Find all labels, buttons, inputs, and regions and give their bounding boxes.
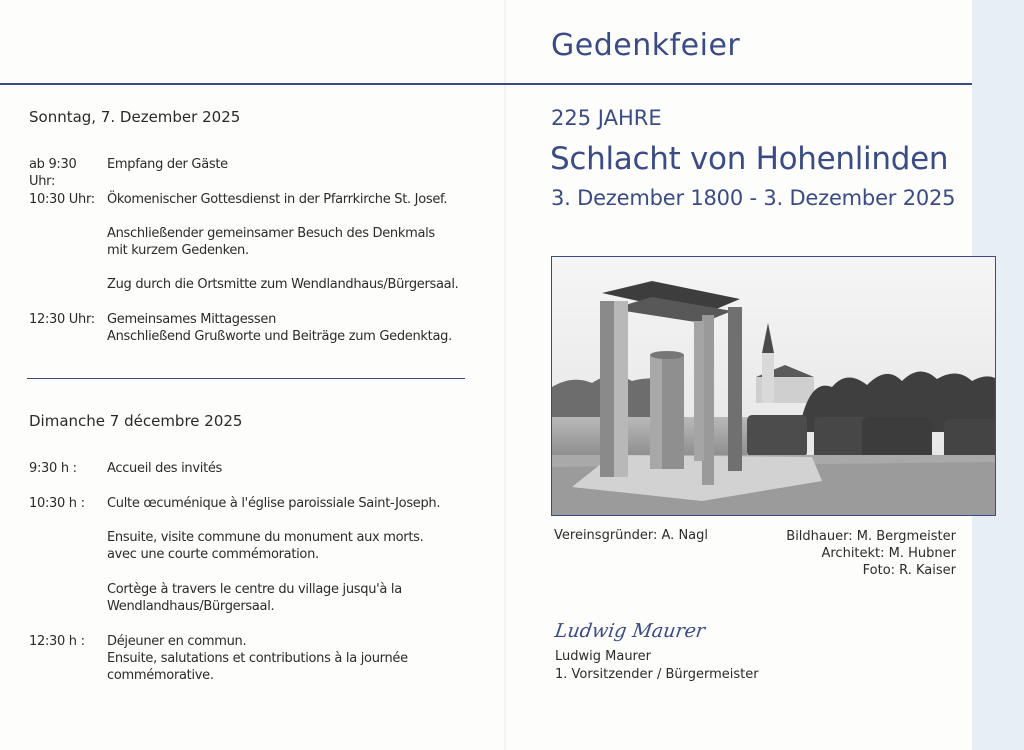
french-time: 10:30 h : bbox=[29, 496, 85, 511]
german-text: Anschließend Grußworte und Beiträge zum Gedenktag. bbox=[107, 329, 452, 344]
german-text: Gemeinsames Mittagessen bbox=[107, 312, 277, 327]
french-time: 12:30 h : bbox=[29, 634, 85, 649]
french-date: Dimanche 7 décembre 2025 bbox=[29, 412, 243, 430]
credit-architect: Architekt: M. Hubner bbox=[821, 546, 956, 561]
signer-role: 1. Vorsitzender / Bürgermeister bbox=[555, 667, 759, 682]
german-text: mit kurzem Gedenken. bbox=[107, 243, 249, 258]
french-text: Wendlandhaus/Bürgersaal. bbox=[107, 599, 275, 614]
french-text: avec une courte commémoration. bbox=[107, 547, 319, 562]
signature: Ludwig Maurer bbox=[553, 620, 707, 642]
german-text: Zug durch die Ortsmitte zum Wendlandhaus/Bürgersaal. bbox=[107, 277, 459, 292]
fold-line bbox=[504, 0, 506, 750]
german-time: ab 9:30 Uhr: bbox=[29, 157, 77, 189]
french-text: commémorative. bbox=[107, 668, 214, 683]
credit-photo: Foto: R. Kaiser bbox=[862, 563, 956, 578]
french-text: Cortège à travers le centre du village jusqu'à la bbox=[107, 582, 402, 597]
french-text: Ensuite, salutations et contributions à la journée bbox=[107, 651, 408, 666]
german-time: 10:30 Uhr: bbox=[29, 192, 95, 207]
german-text: Anschließender gemeinsamer Besuch des Denkmals bbox=[107, 226, 435, 241]
french-text: Accueil des invités bbox=[107, 461, 223, 476]
monument-photo bbox=[551, 256, 996, 516]
anniversary-label: 225 JAHRE bbox=[551, 106, 662, 130]
divider-middle bbox=[27, 378, 465, 379]
event-name: Schlacht von Hohenlinden bbox=[550, 141, 949, 177]
german-date: Sonntag, 7. Dezember 2025 bbox=[29, 108, 241, 126]
divider-top bbox=[0, 83, 972, 85]
french-text: Ensuite, visite commune du monument aux morts. bbox=[107, 530, 424, 545]
german-time: 12:30 Uhr: bbox=[29, 312, 95, 327]
french-text: Culte œcuménique à l'église paroissiale Saint-Joseph. bbox=[107, 496, 441, 511]
credits-block bbox=[786, 528, 956, 579]
french-text: Déjeuner en commun. bbox=[107, 634, 247, 649]
credit-founder: Vereinsgründer: A. Nagl bbox=[554, 528, 709, 543]
page-title: Gedenkfeier bbox=[551, 28, 741, 63]
signer-block bbox=[555, 648, 759, 684]
french-time: 9:30 h : bbox=[29, 461, 77, 476]
german-text: Empfang der Gäste bbox=[107, 157, 228, 172]
monument-photo-illustration bbox=[552, 257, 996, 516]
event-dates: 3. Dezember 1800 - 3. Dezember 2025 bbox=[551, 186, 956, 210]
credit-sculptor: Bildhauer: M. Bergmeister bbox=[786, 529, 956, 544]
signer-name: Ludwig Maurer bbox=[555, 649, 651, 664]
german-text: Ökomenischer Gottesdienst in der Pfarrkirche St. Josef. bbox=[107, 192, 448, 207]
